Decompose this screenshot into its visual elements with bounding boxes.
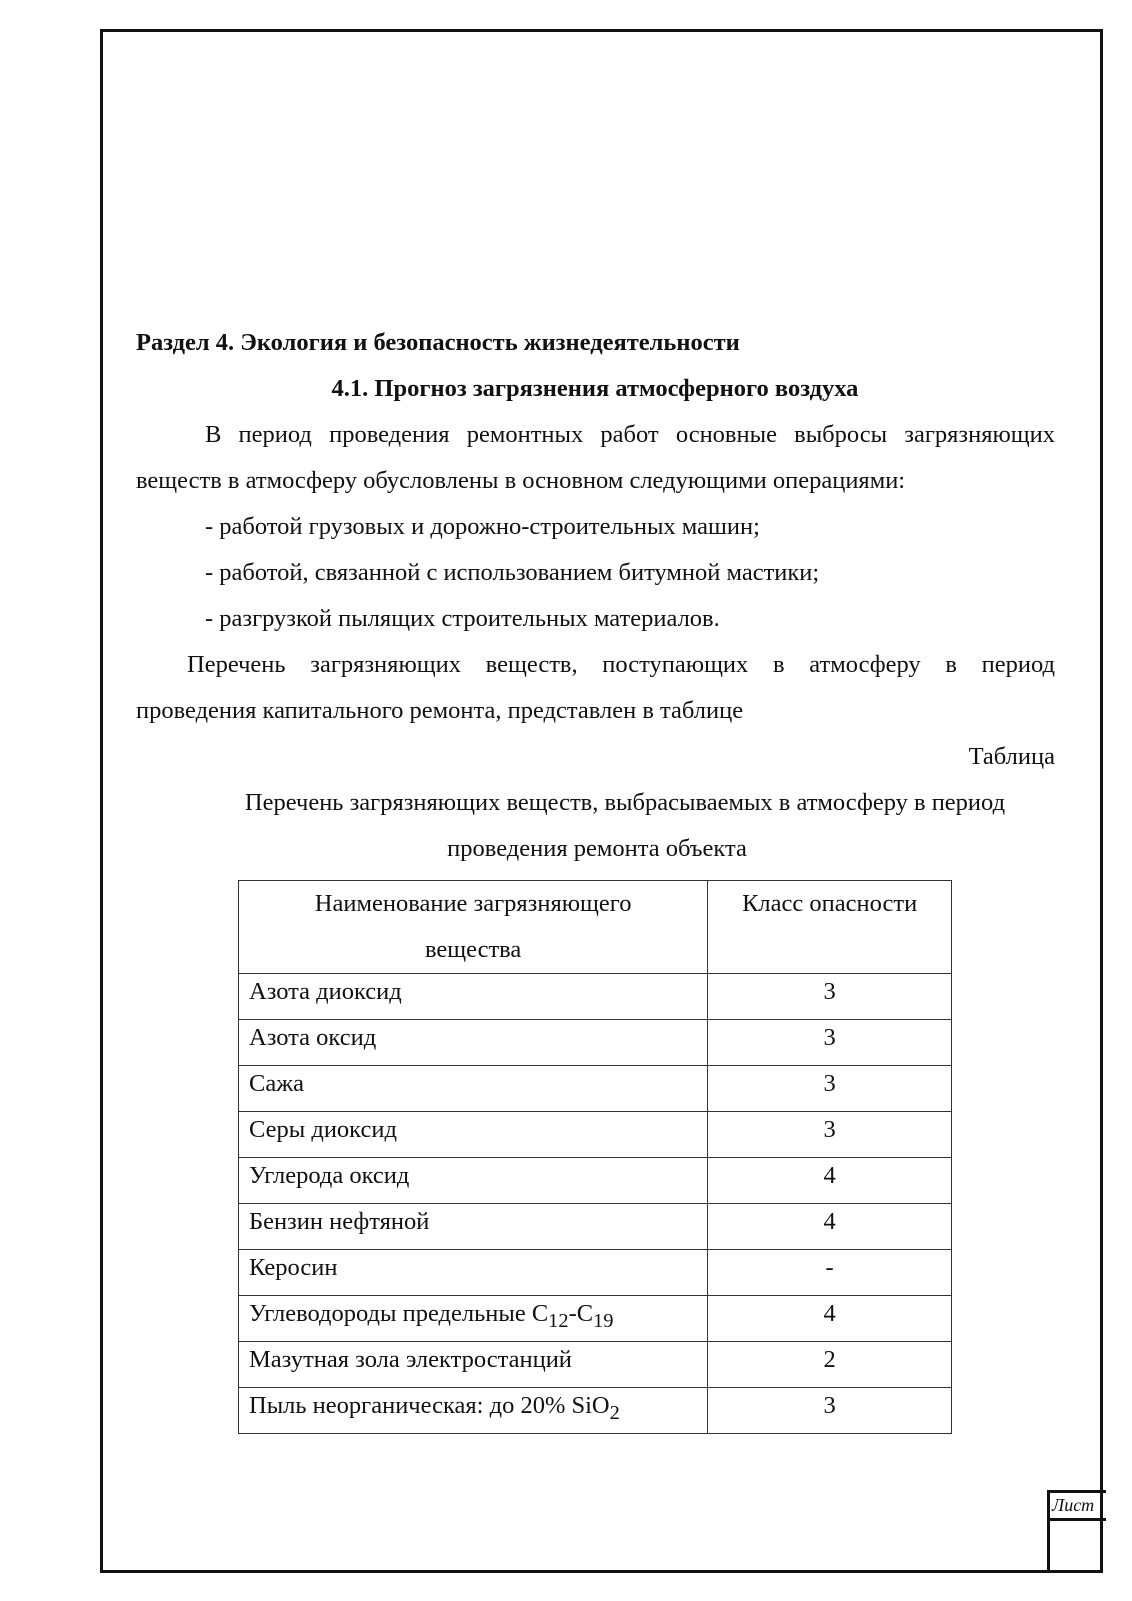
bullet-item: - работой грузовых и дорожно-строительных машин; xyxy=(205,513,760,540)
table-row xyxy=(239,1250,952,1296)
table-row xyxy=(239,1020,952,1066)
row-name-base: Пыль неорганическая: до 20% SiO xyxy=(249,1392,610,1419)
row-class: 2 xyxy=(708,1342,952,1388)
sheet-label: Лист xyxy=(1052,1495,1095,1515)
stamp-divider-line xyxy=(1047,1518,1106,1521)
row-name-subscript: 19 xyxy=(593,1309,614,1332)
row-class: 3 xyxy=(708,1388,952,1434)
row-name: Азота оксид xyxy=(239,1020,708,1066)
bullet-item: - разгрузкой пылящих строительных материалов. xyxy=(205,605,720,632)
list-paragraph-line-1: Перечень загрязняющих веществ, поступающих в атмосферу в период xyxy=(187,651,1055,678)
row-name-base: Углеводороды предельные С xyxy=(249,1300,549,1327)
header-name-line-2: вещества xyxy=(424,936,522,963)
row-name-subscript: 12 xyxy=(548,1309,569,1332)
table-row xyxy=(239,1066,952,1112)
row-name: Сажа xyxy=(239,1066,708,1112)
row-name-middle: -С xyxy=(568,1300,594,1327)
table-row xyxy=(239,1204,952,1250)
row-class: 4 xyxy=(708,1158,952,1204)
table-row xyxy=(239,974,952,1020)
row-class: - xyxy=(708,1250,952,1296)
row-name xyxy=(239,1388,708,1434)
table-header-row xyxy=(239,881,952,974)
row-class: 4 xyxy=(708,1204,952,1250)
row-name: Азота диоксид xyxy=(239,974,708,1020)
row-class: 3 xyxy=(708,974,952,1020)
section-title: Раздел 4. Экология и безопасность жизнедеятельности xyxy=(136,329,740,356)
row-class: 3 xyxy=(708,1066,952,1112)
row-name: Серы диоксид xyxy=(239,1112,708,1158)
row-name-subscript: 2 xyxy=(609,1401,620,1424)
table-row xyxy=(239,1112,952,1158)
header-name-line-1: Наименование загрязняющего xyxy=(314,890,632,917)
table-caption-line-2: проведения ремонта объекта xyxy=(447,835,747,862)
bullet-item: - работой, связанной с использованием битумной мастики; xyxy=(205,559,820,586)
table-label: Таблица xyxy=(968,743,1055,770)
table-row xyxy=(239,1158,952,1204)
subsection-title: 4.1. Прогноз загрязнения атмосферного воздуха xyxy=(331,375,859,402)
table-row xyxy=(239,1296,952,1342)
row-name: Углерода оксид xyxy=(239,1158,708,1204)
row-name: Мазутная зола электростанций xyxy=(239,1342,708,1388)
row-class: 3 xyxy=(708,1020,952,1066)
table-row xyxy=(239,1342,952,1388)
table-caption-line-1: Перечень загрязняющих веществ, выбрасываемых в атмосферу в период xyxy=(244,789,1006,816)
row-name xyxy=(239,1296,708,1342)
pollutants-table xyxy=(238,880,952,1434)
intro-line-2: веществ в атмосферу обусловлены в основном следующими операциями: xyxy=(136,467,906,494)
row-name: Керосин xyxy=(239,1250,708,1296)
row-class: 4 xyxy=(708,1296,952,1342)
list-paragraph-line-2: проведения капитального ремонта, представлен в таблице xyxy=(136,697,744,724)
sheet-stamp xyxy=(1047,1490,1103,1573)
header-class-cell: Класс опасности xyxy=(708,881,952,974)
row-name: Бензин нефтяной xyxy=(239,1204,708,1250)
intro-line-1: В период проведения ремонтных работ основные выбросы загрязняющих xyxy=(205,421,1055,448)
row-class: 3 xyxy=(708,1112,952,1158)
table-row xyxy=(239,1388,952,1434)
header-name-cell xyxy=(239,881,708,974)
